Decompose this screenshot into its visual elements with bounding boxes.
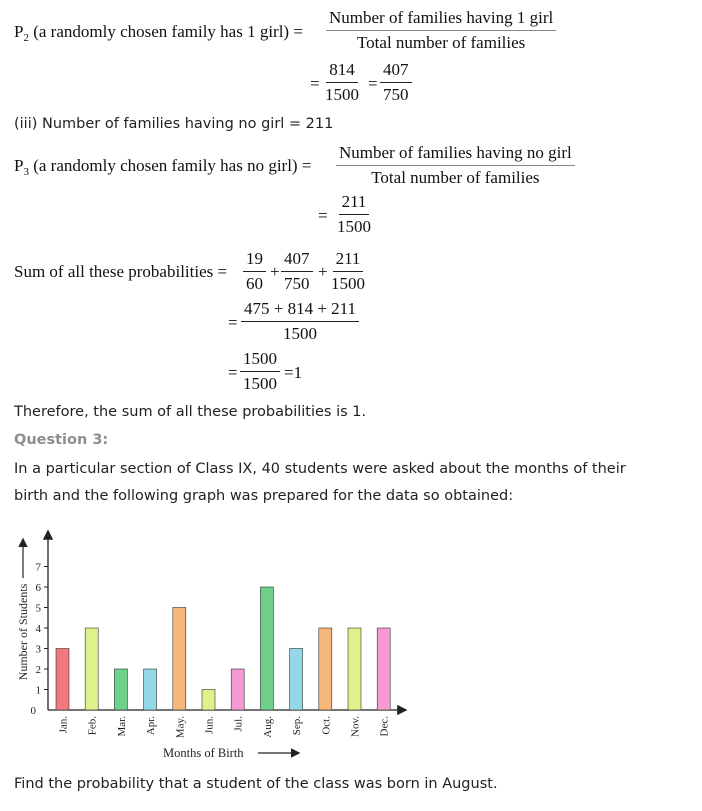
p2-subscript: 2 — [23, 32, 29, 44]
sum-label: Sum of all these probabilities = — [14, 262, 228, 281]
sum-term3-denominator: 1500 — [331, 274, 365, 293]
p3-equals: = — [318, 206, 328, 225]
x-tick-label: Aug. — [261, 716, 274, 738]
sum-term3-numerator: 211 — [333, 249, 364, 272]
sum-equals-2: = — [228, 313, 238, 332]
p3-step-numerator: 211 — [339, 192, 370, 215]
p2-main-fraction — [326, 8, 556, 53]
p3-lhs — [14, 156, 311, 178]
sum-step3-fraction — [240, 349, 280, 394]
x-tick-label: Jun. — [203, 716, 216, 735]
p3-denominator: Total number of families — [371, 168, 540, 187]
p2-event-text: (a randomly chosen family has 1 girl) = — [28, 22, 303, 41]
p2-step2-fraction — [380, 60, 412, 105]
x-tick-label: Jan. — [57, 716, 70, 734]
p2-numerator: Number of families having 1 girl — [326, 8, 556, 31]
bar-may — [173, 608, 186, 711]
sum-plus-1: + — [270, 262, 280, 281]
x-tick-label: May. — [174, 716, 187, 739]
sum-step2-fraction — [241, 299, 359, 344]
y-tick-label: 2 — [35, 664, 41, 676]
y-tick-label: 5 — [35, 602, 41, 615]
p2-step1-fraction — [322, 60, 362, 105]
bar-jun — [202, 690, 215, 711]
y-tick-label: 7 — [35, 561, 41, 574]
sum-result-value: 1 — [293, 363, 303, 382]
sum-term1-denominator: 60 — [246, 274, 263, 293]
question-line-2: birth and the following graph was prepared for the data so obtained: — [14, 488, 514, 504]
bar-jan — [56, 649, 69, 711]
bar-sep — [290, 649, 303, 711]
p3-numerator: Number of families having no girl — [336, 143, 575, 166]
y-tick-label: 1 — [35, 684, 41, 697]
sum-plus-2: + — [318, 262, 328, 281]
bar-oct — [319, 628, 332, 710]
sum-step3-result: =1 — [284, 363, 303, 382]
p3-step-fraction — [334, 192, 374, 237]
sum-term2-fraction — [281, 249, 313, 294]
p2-step1-denominator: 1500 — [325, 85, 359, 104]
bar-aug — [260, 587, 273, 710]
p2-denominator: Total number of families — [356, 33, 526, 52]
x-tick-label: Feb. — [86, 716, 99, 736]
bar-jul — [231, 669, 244, 710]
x-tick-label: Oct. — [320, 716, 333, 735]
conclusion-text: Therefore, the sum of all these probabilities is 1. — [14, 404, 367, 420]
p2-symbol: P — [14, 22, 24, 41]
y-tick-label: 6 — [35, 582, 41, 594]
sum-term1-numerator: 19 — [243, 249, 266, 272]
sum-equals-3: = — [228, 363, 238, 382]
x-tick-label: Mar. — [115, 716, 128, 737]
birth-month-bar-chart — [0, 520, 702, 770]
x-tick-label: Sep. — [291, 716, 304, 736]
x-tick-label: Apr. — [145, 716, 158, 736]
p3-symbol: P — [14, 156, 24, 175]
bar-mar — [114, 669, 127, 710]
x-tick-label: Jul. — [232, 716, 245, 732]
chart-bars — [56, 587, 390, 710]
p3-main-fraction — [336, 143, 575, 188]
question-heading: Question 3: — [14, 432, 109, 448]
x-tick-label: Nov. — [349, 716, 362, 737]
bar-apr — [144, 669, 157, 710]
bar-feb — [85, 628, 98, 710]
p2-step2-numerator: 407 — [380, 60, 412, 83]
p3-event-text: (a randomly chosen family has no girl) = — [28, 156, 312, 175]
bar-nov — [348, 628, 361, 710]
p2-lhs — [14, 22, 303, 44]
p2-equals-2: = — [368, 74, 378, 93]
x-axis-label: Months of Birth — [163, 746, 244, 760]
final-question-text: Find the probability that a student of the class was born in August. — [14, 776, 498, 792]
sum-term2-denominator: 750 — [284, 274, 310, 293]
p3-step-denominator: 1500 — [337, 217, 371, 236]
sum-term2-numerator: 407 — [281, 249, 313, 272]
y-axis-label: Number of Students — [16, 583, 30, 681]
y-tick-label: 3 — [35, 643, 41, 656]
x-tick-label: Dec. — [378, 716, 391, 737]
y-tick-label: 4 — [35, 623, 41, 635]
bar-dec — [377, 628, 390, 710]
part-iii-text: (iii) Number of families having no girl = 211 — [14, 116, 334, 132]
sum-step2-numerator: 475 + 814 + 211 — [241, 299, 359, 322]
y-tick-label: 0 — [30, 705, 36, 717]
question-line-1: In a particular section of Class IX, 40 students were asked about the months of their — [14, 461, 626, 477]
p2-equals-1: = — [310, 74, 320, 93]
sum-term1-fraction — [243, 249, 266, 294]
sum-term3-fraction — [328, 249, 368, 294]
p2-step2-denominator: 750 — [383, 85, 409, 104]
chart-labels — [16, 562, 391, 761]
sum-step3-denominator: 1500 — [243, 374, 277, 393]
p3-subscript: 3 — [23, 166, 29, 178]
p2-step1-numerator: 814 — [326, 60, 358, 83]
sum-step2-denominator: 1500 — [283, 324, 318, 343]
sum-step3-numerator: 1500 — [240, 349, 280, 372]
